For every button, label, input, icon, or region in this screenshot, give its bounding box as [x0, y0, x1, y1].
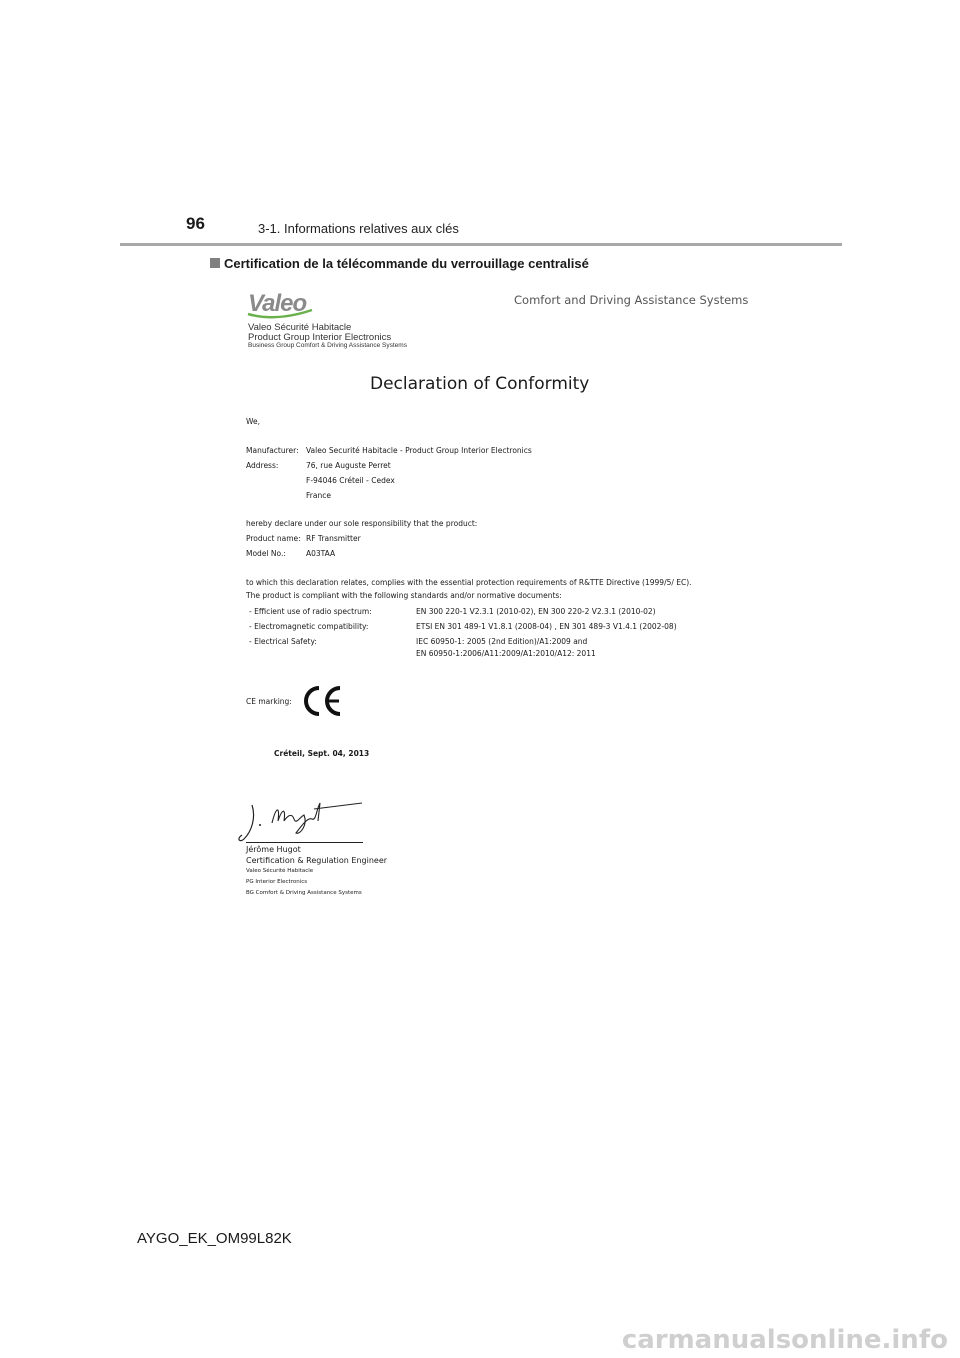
- subheading-text: Certification de la télécommande du verrouillage centralisé: [224, 256, 589, 271]
- manufacturer-label: Manufacturer:: [246, 446, 299, 455]
- section-title: 3-1. Informations relatives aux clés: [258, 221, 459, 236]
- address-line-2: F-94046 Créteil - Cedex: [306, 476, 395, 485]
- we-text: We,: [246, 417, 260, 426]
- manufacturer-value: Valeo Securité Habitacle - Product Group Interior Electronics: [306, 446, 532, 455]
- address-label: Address:: [246, 461, 279, 470]
- signer-org-2: PG Interior Electronics: [246, 879, 308, 885]
- standard-label: - Electrical Safety:: [249, 637, 317, 646]
- standard-label: - Electromagnetic compatibility:: [249, 622, 369, 631]
- company-line-3: Business Group Comfort & Driving Assistance Systems: [248, 341, 407, 349]
- letterhead-tagline: Comfort and Driving Assistance Systems: [514, 293, 749, 307]
- standard-value: EN 300 220-1 V2.3.1 (2010-02), EN 300 220-2 V2.3.1 (2010-02): [416, 607, 656, 616]
- ce-label: CE marking:: [246, 697, 292, 706]
- signer-org-1: Valeo Sécurité Habitacle: [246, 868, 314, 874]
- product-label: Product name:: [246, 534, 301, 543]
- standard-value: IEC 60950-1: 2005 (2nd Edition)/A1:2009 and: [416, 637, 588, 646]
- relates-line-1: to which this declaration relates, complies with the essential protection requirements of R&TTE Directive (1999/5/ EC).: [246, 578, 692, 587]
- declaration-title: Declaration of Conformity: [370, 374, 590, 394]
- place-date: Créteil, Sept. 04, 2013: [274, 749, 370, 758]
- signer-org-3: BG Comfort & Driving Assistance Systems: [246, 890, 362, 896]
- safety-line-2: EN 60950-1:2006/A11:2009/A1:2010/A12: 2011: [416, 649, 596, 658]
- signer-name: Jérôme Hugot: [246, 845, 301, 854]
- document-code: AYGO_EK_OM99L82K: [137, 1230, 292, 1247]
- standard-label: - Efficient use of radio spectrum:: [249, 607, 372, 616]
- company-block: [248, 323, 407, 350]
- model-label: Model No.:: [246, 549, 286, 558]
- square-bullet-icon: [210, 258, 220, 268]
- address-line-1: 76, rue Auguste Perret: [306, 461, 391, 470]
- page-number: 96: [186, 214, 205, 233]
- company-line-1: Valeo Sécurité Habitacle: [248, 322, 352, 333]
- signature-line: [246, 842, 363, 843]
- header-divider: [120, 243, 842, 246]
- relates-line-2: The product is compliant with the following standards and/or normative documents:: [246, 591, 562, 600]
- ce-mark-icon: [300, 684, 344, 718]
- model-value: A03TAA: [306, 549, 336, 558]
- hereby-text: hereby declare under our sole responsibility that the product:: [246, 519, 478, 528]
- address-line-3: France: [306, 491, 331, 500]
- valeo-logo: Valeo: [248, 290, 307, 317]
- subheading: [210, 256, 589, 271]
- signature-icon: [234, 795, 366, 845]
- watermark: carmanualsonline.info: [621, 1325, 948, 1355]
- company-line-2: Product Group Interior Electronics: [248, 331, 392, 343]
- product-value: RF Transmitter: [306, 534, 361, 543]
- standard-value: ETSI EN 301 489-1 V1.8.1 (2008-04) , EN 301 489-3 V1.4.1 (2002-08): [416, 622, 677, 631]
- signer-title: Certification & Regulation Engineer: [246, 856, 388, 865]
